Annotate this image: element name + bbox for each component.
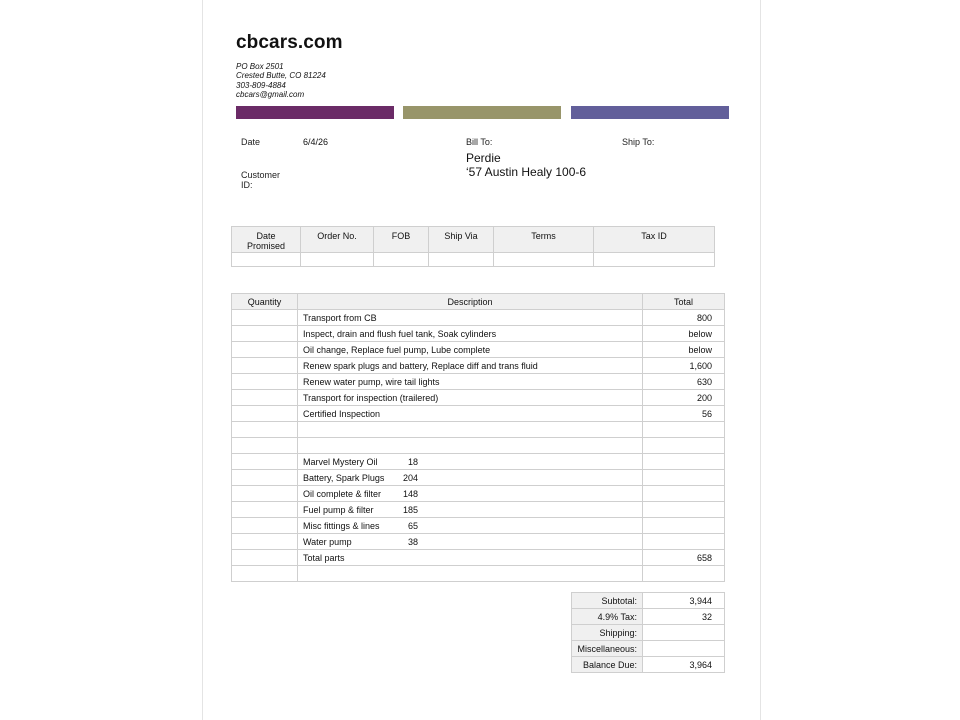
summary-value: 3,964 [643, 657, 725, 673]
description-cell: Total parts [298, 550, 643, 566]
total-cell [643, 534, 725, 550]
table-row [232, 422, 725, 438]
quantity-cell [232, 502, 298, 518]
quantity-cell [232, 342, 298, 358]
description-cell [298, 438, 643, 454]
bill-to-line: ‘57 Austin Healy 100-6 [466, 165, 587, 179]
date-label: Date [241, 137, 261, 147]
summary-row [572, 593, 725, 609]
address-line: Crested Butte, CO 81224 [236, 71, 326, 81]
quantity-cell [232, 550, 298, 566]
quantity-cell [232, 486, 298, 502]
total-cell: 630 [643, 374, 725, 390]
total-cell [643, 518, 725, 534]
total-cell: 56 [643, 406, 725, 422]
table-row [232, 454, 725, 470]
summary-label: Balance Due: [572, 657, 643, 673]
quantity-cell [232, 534, 298, 550]
bill-to-label: Bill To: [466, 137, 493, 147]
total-cell [643, 454, 725, 470]
line-items-table [231, 293, 725, 582]
company-name: cbcars.com [236, 32, 343, 53]
summary-label: Shipping: [572, 625, 643, 641]
quantity-cell [232, 454, 298, 470]
company-address [236, 62, 326, 99]
quantity-cell [232, 566, 298, 582]
summary-value [643, 641, 725, 657]
description-cell: Water pump 38 [298, 534, 643, 550]
description-cell: Certified Inspection [298, 406, 643, 422]
description-cell: Oil change, Replace fuel pump, Lube complete [298, 342, 643, 358]
quantity-cell [232, 374, 298, 390]
description-cell: Marvel Mystery Oil 18 [298, 454, 643, 470]
table-row [232, 502, 725, 518]
quantity-cell [232, 438, 298, 454]
total-cell: below [643, 342, 725, 358]
bill-to-line: Perdie [466, 151, 501, 165]
total-cell [643, 486, 725, 502]
summary-row [572, 641, 725, 657]
total-cell [643, 566, 725, 582]
table-row [232, 470, 725, 486]
date-value: 6/4/26 [303, 137, 329, 147]
quantity-cell [232, 422, 298, 438]
table-row [232, 486, 725, 502]
description-cell: Oil complete & filter 148 [298, 486, 643, 502]
header-total: Total [643, 294, 725, 310]
total-cell [643, 470, 725, 486]
header-tax-id: Tax ID [594, 227, 715, 253]
description-cell: Transport for inspection (trailered) [298, 390, 643, 406]
customer-id-label: Customer ID: [241, 170, 281, 190]
table-row [232, 566, 725, 582]
total-cell: 658 [643, 550, 725, 566]
color-bar-olive [403, 106, 561, 119]
invoice-page [202, 0, 761, 720]
total-cell: 200 [643, 390, 725, 406]
order-value-row [232, 253, 715, 267]
quantity-cell [232, 326, 298, 342]
address-line: PO Box 2501 [236, 62, 284, 71]
table-row [232, 518, 725, 534]
table-row [232, 390, 725, 406]
table-row [232, 438, 725, 454]
header-ship-via: Ship Via [429, 227, 494, 253]
address-line: cbcars@gmail.com [236, 89, 305, 99]
table-row [232, 342, 725, 358]
summary-row [572, 609, 725, 625]
total-cell: 800 [643, 310, 725, 326]
description-cell: Renew spark plugs and battery, Replace diff and trans fluid [298, 358, 643, 374]
total-cell: below [643, 326, 725, 342]
summary-value: 3,944 [643, 593, 725, 609]
header-fob: FOB [374, 227, 429, 253]
total-cell [643, 438, 725, 454]
header-terms: Terms [494, 227, 594, 253]
table-row [232, 358, 725, 374]
description-cell: Transport from CB [298, 310, 643, 326]
table-row [232, 550, 725, 566]
color-bar-blue [571, 106, 729, 119]
summary-value: 32 [643, 609, 725, 625]
order-info-table [231, 226, 715, 267]
order-header-row [232, 227, 715, 253]
summary-label: 4.9% Tax: [572, 609, 643, 625]
summary-value [643, 625, 725, 641]
total-cell: 1,600 [643, 358, 725, 374]
ship-to-label: Ship To: [622, 137, 655, 147]
items-header-row [232, 294, 725, 310]
description-cell: Misc fittings & lines 65 [298, 518, 643, 534]
address-line: 303-809-4884 [236, 80, 286, 90]
header-date-promised: Date Promised [232, 227, 301, 253]
table-row [232, 374, 725, 390]
table-row [232, 310, 725, 326]
quantity-cell [232, 518, 298, 534]
description-cell: Renew water pump, wire tail lights [298, 374, 643, 390]
header-description: Description [298, 294, 643, 310]
quantity-cell [232, 470, 298, 486]
total-cell [643, 502, 725, 518]
total-cell [643, 422, 725, 438]
bill-to-value [466, 151, 586, 179]
summary-table [571, 592, 725, 673]
description-cell [298, 422, 643, 438]
summary-label: Miscellaneous: [572, 641, 643, 657]
table-row [232, 326, 725, 342]
color-bar-purple [236, 106, 394, 119]
quantity-cell [232, 358, 298, 374]
description-cell [298, 566, 643, 582]
description-cell: Fuel pump & filter 185 [298, 502, 643, 518]
summary-row [572, 625, 725, 641]
description-cell: Battery, Spark Plugs 204 [298, 470, 643, 486]
description-cell: Inspect, drain and flush fuel tank, Soak cylinders [298, 326, 643, 342]
header-order-no: Order No. [301, 227, 374, 253]
quantity-cell [232, 390, 298, 406]
summary-label: Subtotal: [572, 593, 643, 609]
quantity-cell [232, 406, 298, 422]
quantity-cell [232, 310, 298, 326]
table-row [232, 406, 725, 422]
header-quantity: Quantity [232, 294, 298, 310]
table-row [232, 534, 725, 550]
summary-row [572, 657, 725, 673]
